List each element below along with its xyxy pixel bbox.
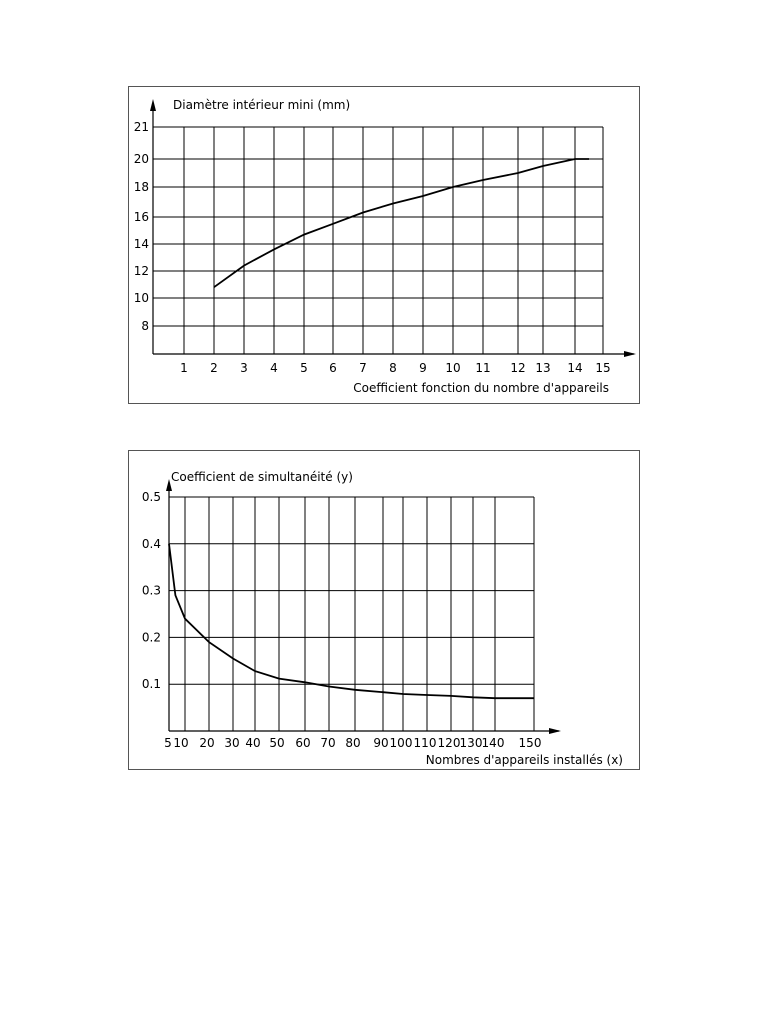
x-tick-labels (164, 736, 541, 750)
chart-frame-simultaneite (128, 450, 640, 770)
chart-simultaneite (129, 451, 641, 771)
y-tick-label: 18 (133, 180, 149, 194)
y-tick-label: 14 (133, 237, 149, 251)
grid (169, 497, 534, 731)
x-axis-arrow (549, 728, 561, 734)
x-tick-label: 30 (224, 736, 240, 750)
y-tick-label: 21 (133, 120, 149, 134)
y-tick-label: 0.1 (141, 677, 161, 692)
x-tick-label: 20 (199, 736, 215, 750)
x-tick-label: 7 (359, 361, 367, 375)
x-tick-label: 10 (173, 736, 189, 750)
x-tick-label: 13 (535, 361, 551, 375)
x-tick-label: 90 (373, 736, 389, 750)
x-tick-label: 150 (518, 736, 542, 750)
series-line (214, 159, 589, 287)
x-tick-label: 1 (180, 361, 188, 375)
series (214, 159, 589, 287)
x-axis-label: Coefficient fonction du nombre d'appareils (353, 381, 609, 395)
chart-diametre (129, 87, 641, 405)
grid (153, 127, 603, 354)
x-tick-label: 15 (595, 361, 611, 375)
x-tick-label: 140 (481, 736, 505, 750)
axes (166, 479, 561, 734)
y-tick-label: 0.3 (141, 583, 161, 598)
x-tick-label: 100 (389, 736, 413, 750)
chart-frame-diametre (128, 86, 640, 404)
y-tick-labels (142, 490, 161, 691)
series-line (169, 544, 534, 698)
x-tick-label: 12 (510, 361, 526, 375)
x-tick-label: 11 (475, 361, 491, 375)
y-tick-label: 12 (133, 264, 149, 278)
x-tick-label: 70 (320, 736, 336, 750)
series (169, 544, 534, 698)
x-tick-label: 120 (437, 736, 461, 750)
x-tick-label: 130 (459, 736, 483, 750)
x-tick-label: 9 (419, 361, 427, 375)
x-tick-label: 80 (345, 736, 361, 750)
y-axis-arrow (150, 99, 156, 111)
y-axis-label: Diamètre intérieur mini (mm) (173, 98, 351, 112)
x-tick-label: 5 (164, 736, 172, 750)
x-axis-label: Nombres d'appareils installés (x) (425, 753, 623, 767)
x-tick-label: 50 (269, 736, 285, 750)
x-tick-labels (180, 361, 610, 375)
x-tick-label: 40 (245, 736, 261, 750)
y-axis-label: Coefficient de simultanéité (y) (171, 470, 353, 484)
x-tick-label: 10 (445, 361, 461, 375)
y-tick-label: 0.2 (141, 630, 161, 645)
x-axis-arrow (624, 351, 636, 357)
y-tick-label: 20 (133, 152, 149, 166)
y-tick-label: 16 (133, 210, 149, 224)
x-tick-label: 4 (270, 361, 278, 375)
x-tick-label: 14 (567, 361, 583, 375)
x-tick-label: 5 (300, 361, 308, 375)
x-tick-label: 60 (295, 736, 311, 750)
x-tick-label: 2 (210, 361, 218, 375)
y-tick-label: 0.4 (141, 536, 161, 551)
x-tick-label: 3 (240, 361, 248, 375)
y-tick-labels (134, 120, 149, 333)
x-tick-label: 6 (329, 361, 337, 375)
y-tick-label: 8 (141, 319, 149, 333)
x-tick-label: 8 (389, 361, 397, 375)
y-tick-label: 10 (133, 291, 149, 305)
y-tick-label: 0.5 (141, 490, 161, 504)
x-tick-label: 110 (413, 736, 437, 750)
